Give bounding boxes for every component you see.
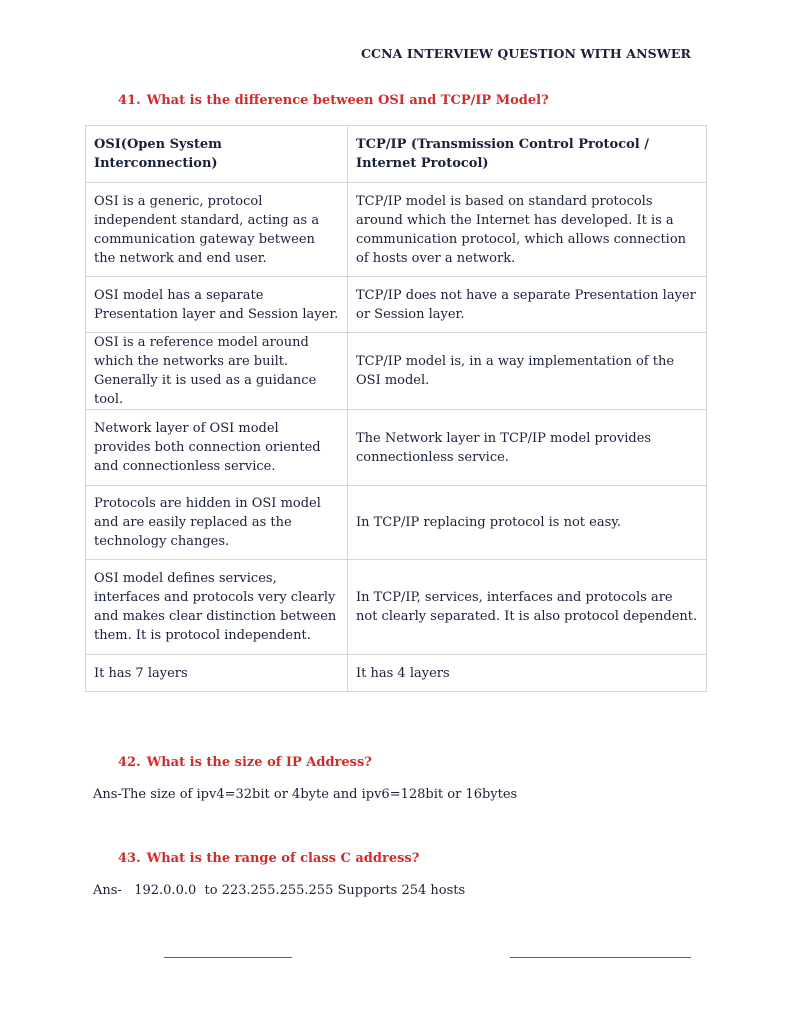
table-cell-osi: OSI is a generic, protocol independent standard, acting as a communication gateway between the network and end user. (86, 183, 348, 277)
table-row (86, 486, 707, 560)
question-42-heading (118, 755, 372, 770)
table-cell-osi: OSI is a reference model around which the networks are built. Generally it is used as a guidance tool. (86, 333, 348, 410)
question-text: What is the size of IP Address? (146, 755, 372, 770)
table-row (86, 277, 707, 333)
answer-43: Ans- 192.0.0.0 to 223.255.255.255 Supports 254 hosts (93, 883, 466, 898)
table-cell-tcpip: TCP/IP does not have a separate Presentation layer or Session layer. (348, 277, 707, 333)
table-cell-tcpip: In TCP/IP replacing protocol is not easy. (348, 486, 707, 560)
answer-42: Ans-The size of ipv4=32bit or 4byte and ipv6=128bit or 16bytes (93, 787, 518, 802)
table-cell-osi: Protocols are hidden in OSI model and are easily replaced as the technology changes. (86, 486, 348, 560)
question-number: 42. (118, 755, 141, 770)
footer-divider-right (510, 957, 691, 958)
column-header-tcpip: TCP/IP (Transmission Control Protocol / Internet Protocol) (348, 126, 707, 183)
column-header-osi: OSI(Open System Interconnection) (86, 126, 348, 183)
table-cell-tcpip: In TCP/IP, services, interfaces and protocols are not clearly separated. It is also protocol dependent. (348, 560, 707, 655)
osi-tcpip-comparison-table (85, 125, 707, 692)
table-row (86, 560, 707, 655)
table-cell-tcpip: The Network layer in TCP/IP model provides connectionless service. (348, 410, 707, 486)
question-text: What is the range of class C address? (146, 851, 420, 866)
table-row (86, 183, 707, 277)
table-cell-tcpip: TCP/IP model is, in a way implementation of the OSI model. (348, 333, 707, 410)
table-row (86, 655, 707, 692)
table-cell-osi: OSI model has a separate Presentation layer and Session layer. (86, 277, 348, 333)
page-header-title: CCNA INTERVIEW QUESTION WITH ANSWER (361, 46, 691, 61)
question-41-heading (118, 93, 549, 108)
question-43-heading (118, 851, 419, 866)
table-cell-osi: Network layer of OSI model provides both connection oriented and connectionless service. (86, 410, 348, 486)
question-number: 43. (118, 851, 141, 866)
table-header-row (86, 126, 707, 183)
table-row (86, 333, 707, 410)
footer-divider-left (164, 957, 292, 958)
table-cell-tcpip: It has 4 layers (348, 655, 707, 692)
question-text: What is the difference between OSI and TCP/IP Model? (146, 93, 549, 108)
table-cell-tcpip: TCP/IP model is based on standard protocols around which the Internet has developed. It is a communication protocol, which allows connection of hosts over a network. (348, 183, 707, 277)
table-row (86, 410, 707, 486)
question-number: 41. (118, 93, 141, 108)
table-cell-osi: OSI model defines services, interfaces and protocols very clearly and makes clear distinction between them. It is protocol independent. (86, 560, 348, 655)
table-cell-osi: It has 7 layers (86, 655, 348, 692)
